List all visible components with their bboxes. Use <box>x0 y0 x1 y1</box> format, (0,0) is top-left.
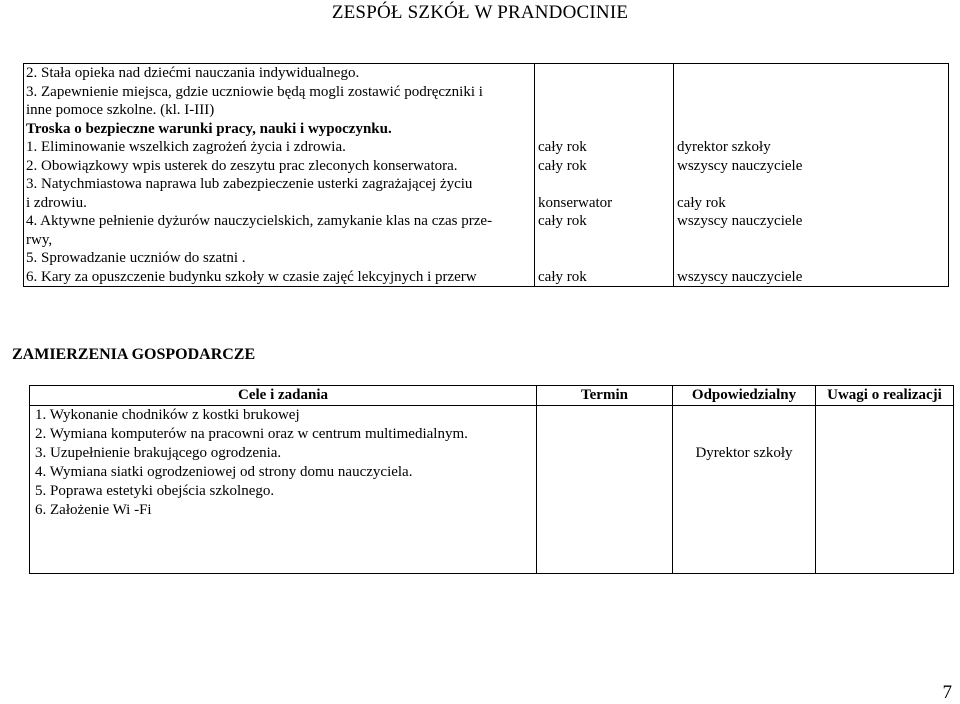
term-line <box>535 64 673 83</box>
task-line: inne pomoce szkolne. (kl. I-III) <box>26 102 215 118</box>
responsible-line: wszyscy nauczyciele <box>677 157 803 174</box>
term-line: cały rok <box>538 268 587 285</box>
task-line: 3. Zapewnienie miejsca, gdzie uczniowie będą mogli zostawić podręczniki i <box>26 83 483 100</box>
list-item: 2. Wymiana komputerów na pracowni oraz w centrum multimedialnym. <box>35 426 468 442</box>
tasks-table <box>23 63 949 287</box>
responsible-column <box>674 64 949 287</box>
list-item: 3. Uzupełnienie brakującego ogrodzenia. <box>35 445 282 461</box>
list-item: 1. Wykonanie chodników z kostki brukowej <box>35 407 300 423</box>
section-title: ZAMIERZENIA GOSPODARCZE <box>12 346 256 363</box>
table-header-row <box>30 386 954 406</box>
responsible-line: wszyscy nauczyciele <box>677 213 803 229</box>
task-line: i zdrowiu. <box>26 194 87 211</box>
responsible-line <box>674 64 948 83</box>
table-row <box>24 64 949 287</box>
column-header-goals: Cele i zadania <box>30 386 537 406</box>
responsible-text: Dyrektor szkoły <box>695 445 793 461</box>
responsible-line <box>674 101 948 120</box>
investments-table <box>29 385 954 574</box>
page-header: ZESPÓŁ SZKÓŁ W PRANDOCINIE <box>331 2 629 23</box>
term-line <box>535 120 673 139</box>
task-line: 2. Obowiązkowy wpis usterek do zeszytu prac zleconych konserwatora. <box>26 157 458 174</box>
list-item: 6. Założenie Wi -Fi <box>35 502 152 518</box>
term-column <box>535 64 674 287</box>
task-line: 4. Aktywne pełnienie dyżurów nauczycielskich, zamykanie klas na czas prze- <box>26 213 493 229</box>
task-line: 3. Natychmiastowa naprawa lub zabezpieczenie usterki zagrażającej życiu <box>26 176 473 192</box>
responsible-line: cały rok <box>677 194 726 211</box>
table-row <box>30 406 954 574</box>
term-line <box>535 231 673 250</box>
column-header-term: Termin <box>537 386 673 406</box>
term-line <box>535 175 673 194</box>
list-item: 4. Wymiana siatki ogrodzeniowej od strony domu nauczyciela. <box>35 464 413 480</box>
responsible-line <box>674 83 948 102</box>
responsible-line <box>674 231 948 250</box>
task-line: 2. Stała opieka nad dziećmi nauczania indywidualnego. <box>26 65 360 81</box>
list-item: 5. Poprawa estetyki obejścia szkolnego. <box>35 483 275 499</box>
task-heading: Troska o bezpieczne warunki pracy, nauki i wypoczynku. <box>26 120 392 137</box>
responsible-line <box>674 120 948 139</box>
task-line: rwy, <box>26 231 53 248</box>
term-line: cały rok <box>538 139 587 155</box>
term-line <box>535 101 673 120</box>
task-line: 5. Sprowadzanie uczniów do szatni . <box>26 250 246 266</box>
responsible-line: wszyscy nauczyciele <box>677 268 803 285</box>
term-cell <box>537 406 673 574</box>
responsible-cell <box>673 406 816 574</box>
column-header-notes: Uwagi o realizacji <box>816 386 954 406</box>
column-header-responsible: Odpowiedzialny <box>673 386 816 406</box>
page-number: 7 <box>942 682 952 703</box>
notes-cell <box>816 406 954 574</box>
responsible-line: dyrektor szkoły <box>677 139 771 155</box>
responsible-line <box>674 175 948 194</box>
task-line: 1. Eliminowanie wszelkich zagrożeń życia i zdrowia. <box>26 139 346 155</box>
term-line <box>535 83 673 102</box>
term-line: cały rok <box>538 213 587 229</box>
term-line <box>535 249 673 268</box>
tasks-column <box>24 64 535 287</box>
task-line: 6. Kary za opuszczenie budynku szkoły w czasie zajęć lekcyjnych i przerw <box>26 268 477 285</box>
responsible-line <box>674 249 948 268</box>
term-line: konserwator <box>538 194 613 211</box>
goals-cell <box>30 406 537 574</box>
term-line: cały rok <box>538 157 587 174</box>
